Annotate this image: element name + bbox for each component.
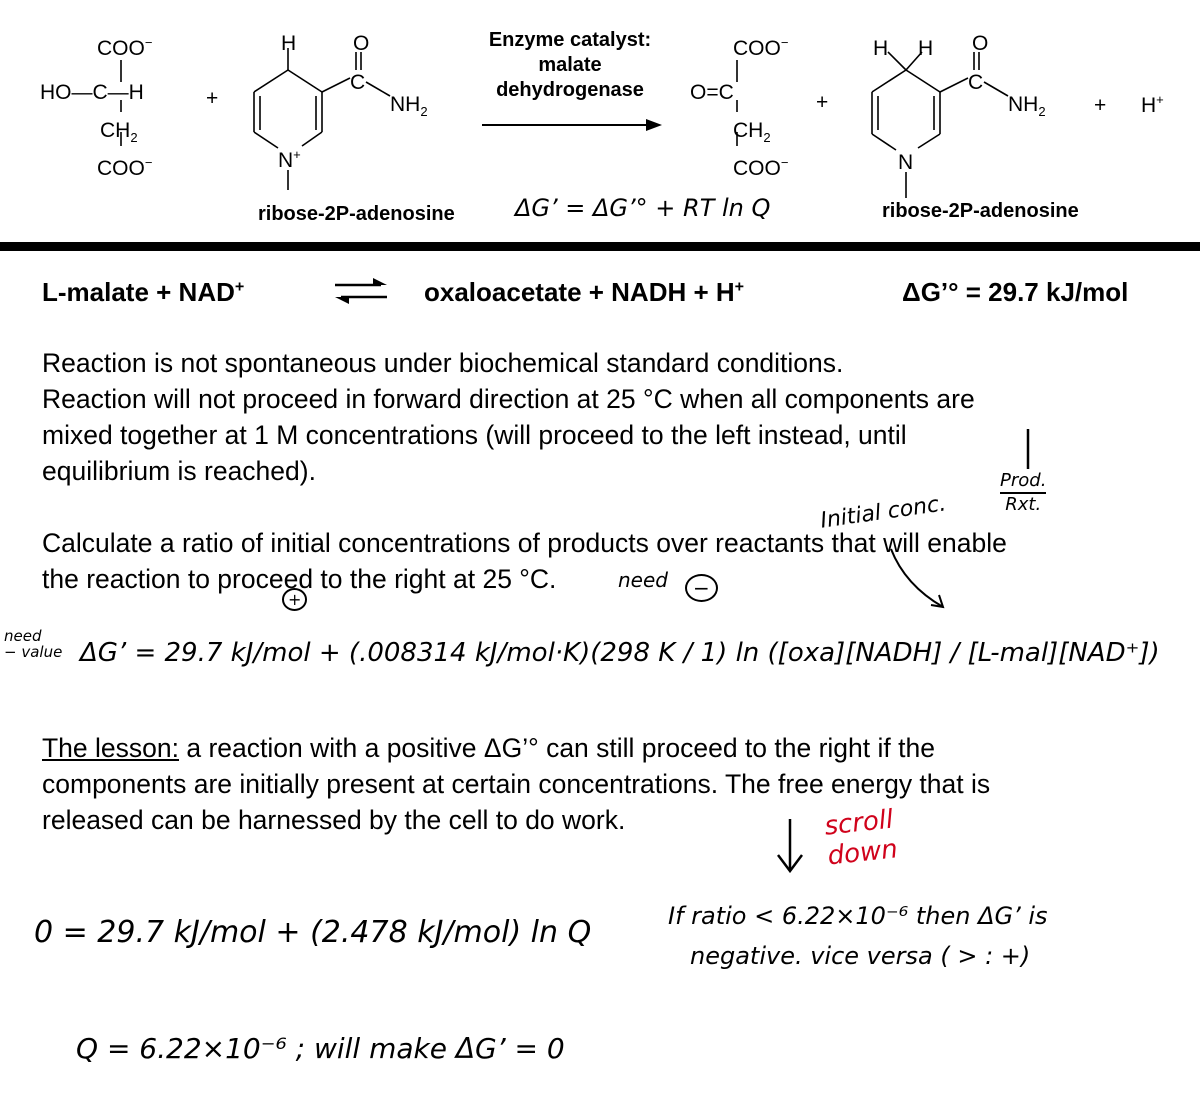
lesson-line-2: components are initially present at certain concentrations. The free energy that is <box>42 769 991 799</box>
paragraph-question <box>42 525 1162 597</box>
hw-need-value-1: need <box>4 627 42 645</box>
hw-rxt: Rxt. <box>1000 492 1046 516</box>
paragraph1-line-1: Reaction is not spontaneous under biochemical standard conditions. <box>42 348 844 378</box>
hw-if-line-1: If ratio < 6.22×10⁻⁶ then ΔG’ is <box>668 902 1048 930</box>
lesson-line-1 <box>42 730 1162 766</box>
hw-zero-equation: 0 = 29.7 kJ/mol + (2.478 kJ/mol) ln Q <box>34 915 592 950</box>
hw-prod: Prod. <box>1000 470 1047 491</box>
hw-q-result: Q = 6.22×10⁻⁶ ; will make ΔG’ = 0 <box>76 1032 565 1065</box>
nad-h: H <box>281 32 297 55</box>
hw-main-equation: ΔG’ = 29.7 kJ/mol + (.008314 kJ/mol·K)(298 K / 1) ln ([oxa][NADH] / [L-mal][NAD⁺]) <box>80 638 1160 668</box>
equilibrium-arrows-icon <box>333 276 389 306</box>
hw-initial-conc: Initial conc. <box>818 491 948 534</box>
divider-bar <box>0 242 1200 251</box>
hw-minus-circle: − <box>685 574 718 602</box>
nad-ribose-label: ribose-2P-adenosine <box>258 203 455 225</box>
hw-down: down <box>826 834 900 872</box>
malate-bottom-coo: COO− <box>97 155 153 180</box>
equation-delta-g: ΔG’° = 29.7 kJ/mol <box>902 277 1129 307</box>
reaction-arrow-icon <box>480 115 665 135</box>
plus-sign-3: + <box>1094 94 1107 117</box>
enzyme-caption-line-1: Enzyme catalyst: <box>488 29 652 51</box>
plus-sign-1: + <box>206 87 219 110</box>
nad-c: C <box>350 71 366 94</box>
paragraph1-line-4: equilibrium is reached). <box>42 456 316 486</box>
malate-hoch: HO—C—H <box>40 81 144 104</box>
lesson-line-1-text: a reaction with a positive ΔG’° can still proceed to the right if the <box>179 733 935 763</box>
nadh-o: O <box>972 32 989 55</box>
paragraph1-line-3: mixed together at 1 M concentrations (will proceed to the left instead, until <box>42 420 907 450</box>
lesson-paragraph <box>42 730 1162 838</box>
hw-arrow-to-ratio-icon <box>885 545 955 615</box>
nad-nh2: $NH_2$ <box>390 93 428 120</box>
paragraph2-line-2: the reaction to proceed to the right at 25 °C. <box>42 564 557 594</box>
proton: H+ <box>1141 92 1164 117</box>
nad-o: O <box>353 32 370 55</box>
hw-plus-circle: + <box>282 588 307 611</box>
oxa-top-coo: COO− <box>733 35 789 60</box>
paragraph-spontaneity <box>42 345 1162 489</box>
lesson-label: The lesson: <box>42 733 179 763</box>
nadh-h1: H <box>873 37 889 60</box>
hw-scroll-down <box>823 804 899 871</box>
malate-ch2: $CH_2$ <box>100 119 138 146</box>
hw-need: need <box>618 568 668 592</box>
nadh-ribose-label: ribose-2P-adenosine <box>882 200 1079 222</box>
hw-need-value-2: − value <box>4 643 63 661</box>
nadh-nh2: $NH_2$ <box>1008 93 1046 120</box>
lesson-line-3: released can be harnessed by the cell to do work. <box>42 805 626 835</box>
plus-sign-2: + <box>816 91 829 114</box>
nadh-c: C <box>968 71 984 94</box>
hw-prod-over-rxt <box>1000 470 1046 516</box>
enzyme-caption-line-3: dehydrogenase <box>496 79 644 101</box>
malate-top-coo: COO− <box>97 35 153 60</box>
hw-gibbs-equation: ΔG’ = ΔG’° + RT ln Q <box>515 194 771 222</box>
nad-n-plus: N+ <box>278 147 301 172</box>
nadh-h2: H <box>918 37 934 60</box>
enzyme-caption <box>470 28 670 103</box>
hw-need-value <box>4 628 62 660</box>
paragraph2-line-1: Calculate a ratio of initial concentrations of products over reactants that will enable <box>42 528 1007 558</box>
equation-left: L-malate + NAD+ <box>42 277 245 307</box>
oxa-oc: O=C <box>690 81 734 104</box>
oxa-bottom-coo: COO− <box>733 155 789 180</box>
hw-if-line-2: negative. vice versa ( > : +) <box>690 942 1031 970</box>
paragraph1-line-2: Reaction will not proceed in forward direction at 25 °C when all components are <box>42 384 975 414</box>
hw-down-arrow-icon <box>770 815 810 875</box>
hw-pointer-arrow-icon <box>1008 425 1048 475</box>
hw-scroll: scroll <box>823 804 895 842</box>
oxa-ch2: $CH_2$ <box>733 119 771 146</box>
equation-right: oxaloacetate + NADH + H+ <box>424 277 745 307</box>
enzyme-caption-line-2: malate <box>538 54 602 76</box>
hw-if-statement <box>668 896 1048 976</box>
nadh-n: N <box>898 151 914 174</box>
